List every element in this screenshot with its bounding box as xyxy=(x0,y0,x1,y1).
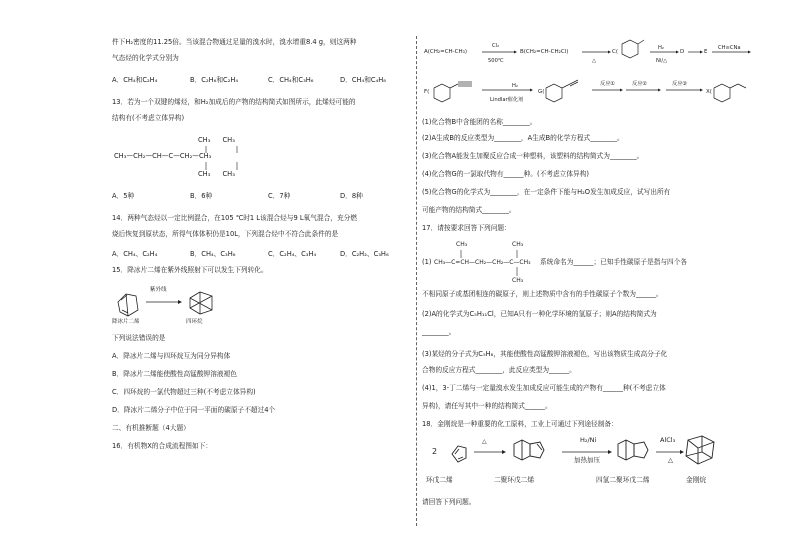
q17-line-6: (4)1，3-丁二烯与一定量溴水发生加成反应可能生成的产物有______种(不考虑立体 xyxy=(422,384,666,392)
q13-option-a: A．5种 xyxy=(112,192,135,200)
q16-item-4: (4)化合物G的一氯取代物有______种。(不考虑立体异构) xyxy=(422,170,589,178)
q14-line1: 14．两种气态烃以一定比例混合，在105 ℃时1 L该混合烃与9 L氧气混合，充分燃 xyxy=(112,214,358,222)
q16-item-2: (2)A生成B的反应类型为________，A生成B的化学方程式________。 xyxy=(422,134,624,142)
q12-option-c: C．CH₄和C₃H₆ xyxy=(268,76,314,84)
q17-line-3: ________。 xyxy=(422,328,456,336)
q13-line1: 13．若为一个双键的烯烃，和H₂加成后的产物的结构简式如图所示，此烯烃可能的 xyxy=(112,98,356,106)
q17-line-2: (2)A的化学式为C₅H₁₁Cl，已知A只有一种化学环境的氢原子；则A的结构简式为 xyxy=(422,310,657,318)
q14-option-d: D．C₂H₂、C₃H₆ xyxy=(340,250,389,258)
q17-line-7: 异构)，请任写其中一种的结构简式______。 xyxy=(422,402,552,410)
q18-scheme-drawing xyxy=(422,430,722,474)
q14-option-c: C．C₂H₄、C₃H₄ xyxy=(268,250,317,258)
q17-sub1-text: 系统命名为______；已知手性碳原子是指与四个各 xyxy=(540,258,688,266)
q12-line2: 气态烃的化学式分别为 xyxy=(112,54,179,62)
q18-label-3: 四氢二聚环戊二烯 xyxy=(596,476,650,484)
q15-option-b: B．降冰片二烯能使酸性高锰酸钾溶液褪色 xyxy=(112,370,237,378)
q18-label-1: 环戊二烯 xyxy=(426,476,453,484)
q17-line-1: 不相同原子或基团相连的碳原子，则上述物质中含有的手性碳原子个数为______。 xyxy=(422,290,663,298)
column-divider xyxy=(416,36,417,526)
q18-intro: 18．金刚烷是一种重要的化工原料，工业上可通过下列途径制备： xyxy=(422,420,618,428)
q15-option-c: C．四环烷的一氯代物超过三种(不考虑立体异构) xyxy=(112,388,256,396)
q16-item-5: (5)化合物G的化学式为________，在一定条件下能与H₂O发生加成反应，试写出所有 xyxy=(422,188,671,196)
q15-arrow-label: 紫外线 xyxy=(150,287,167,293)
q14-option-a: A．CH₄、C₂H₄ xyxy=(112,250,158,258)
q18-label-2: 二聚环戊二烯 xyxy=(494,476,535,484)
q16-item-5b: 可能产物的结构简式________。 xyxy=(422,206,516,214)
q15-option-d: D．降冰片二烯分子中位于同一平面的碳原子不超过4个 xyxy=(112,406,276,414)
q17-bond-lines xyxy=(422,246,542,280)
q17-line-4: (3)某烃的分子式为C₅H₈，其能使酸性高锰酸钾溶液褪色，写出该物质生成高分子化 xyxy=(422,350,668,358)
q12-option-d: D．CH₄和C₄H₈ xyxy=(340,76,386,84)
q15-left-label: 降冰片二烯 xyxy=(112,319,140,325)
q17-line-5: 合物的反应方程式________，此反应类型为______。 xyxy=(422,366,576,374)
q16-scheme2-drawing xyxy=(422,74,752,108)
q12-line1: 件下H₂密度的11.25倍。当该混合物通过足量的溴水时，溴水增重8.4 g，则这两种 xyxy=(112,38,357,46)
q18-label-4: 金刚烷 xyxy=(686,476,707,484)
q17-sub1-label: (1) xyxy=(422,258,432,266)
q14-option-b: B．CH₄、C₃H₆ xyxy=(190,250,236,258)
q13-option-c: C．7种 xyxy=(268,192,291,200)
section-heading: 二、有机推断题（4大题） xyxy=(112,424,190,432)
q13-option-b: B．6种 xyxy=(190,192,213,200)
q15-stem: 下列说法错误的是 xyxy=(112,334,166,342)
q17-title: 17．请按要求回答下列问题： xyxy=(422,224,511,232)
q12-option-a: A．CH₄和C₂H₄ xyxy=(112,76,158,84)
q15-option-a: A．降冰片二烯与四环烷互为同分异构体 xyxy=(112,352,231,360)
q13-line2: 结构有(不考虑立体异构) xyxy=(112,114,185,122)
q16-scheme1-arrows xyxy=(422,36,752,66)
q15-right-label: 四环烷 xyxy=(186,319,203,325)
q15-line1: 15．降冰片二烯在紫外线照射下可以发生下列转化。 xyxy=(112,266,268,274)
q18-ask: 请回答下列问题。 xyxy=(422,498,476,506)
q16-intro: 16．有机物X的合成流程图如下： xyxy=(112,442,213,450)
q12-option-b: B．C₂H₆和C₂H₄ xyxy=(190,76,239,84)
q16-item-3: (3)化合物A能发生加聚反应合成一种塑料，该塑料的结构简式为________。 xyxy=(422,152,644,160)
q13-bond-lines xyxy=(112,138,312,178)
q16-item-1: (1)化合物B中含能团的名称________。 xyxy=(422,118,537,126)
q14-line2: 烧后恢复到原状态，所得气体体积仍是10L，下列混合烃中不符合此条件的是 xyxy=(112,230,339,238)
q13-option-d: D．8种 xyxy=(340,192,363,200)
